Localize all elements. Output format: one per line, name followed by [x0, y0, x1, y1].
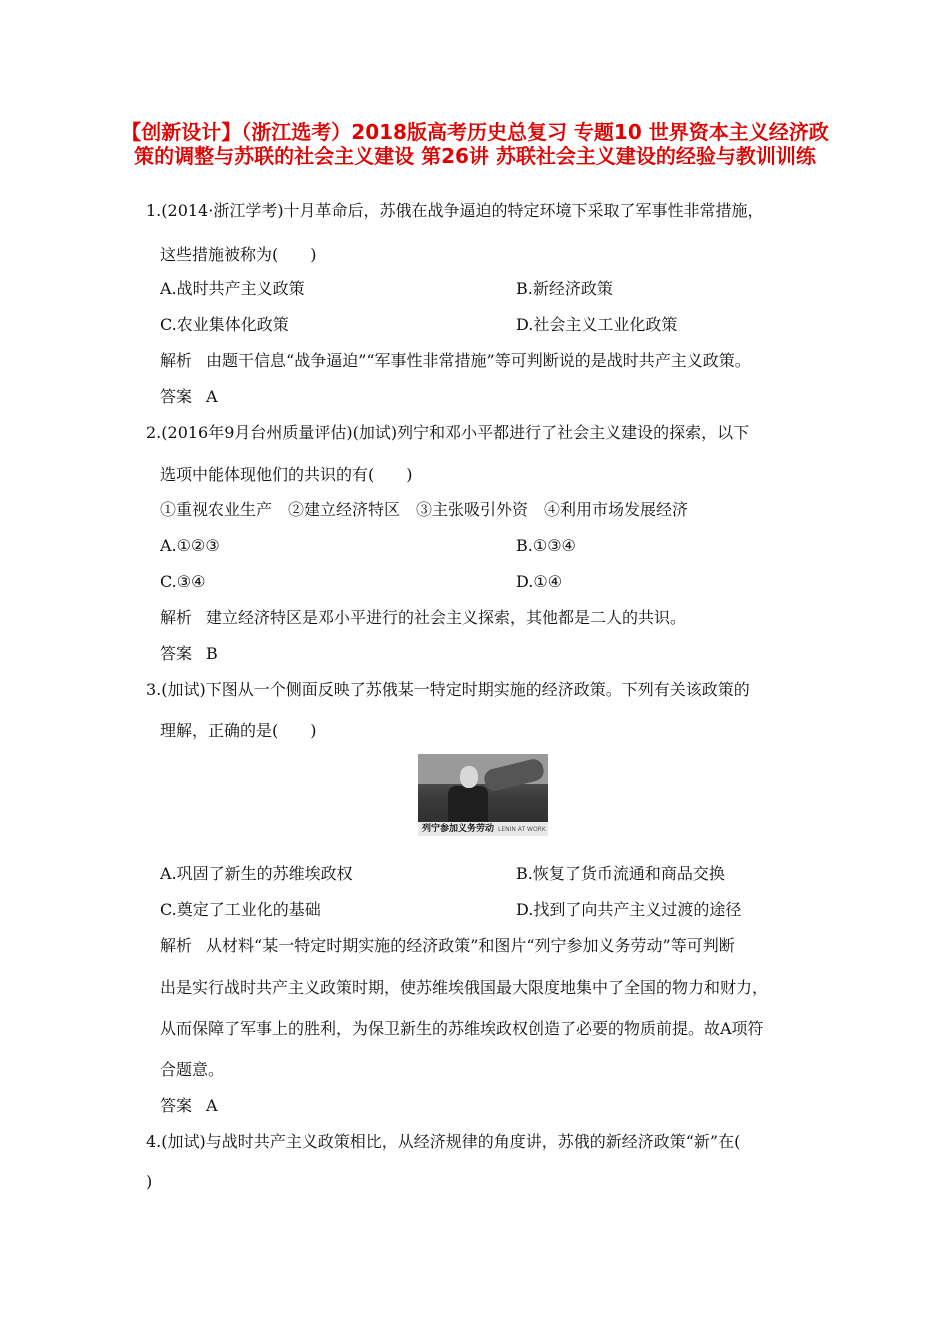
question-2-answer: [160, 643, 218, 665]
question-3-answer: [160, 1095, 218, 1117]
question-2-analysis: [160, 607, 686, 629]
analysis-text: 从材料“某一特定时期实施的经济政策”和图片“列宁参加义务劳动”等可判断: [206, 936, 735, 955]
question-3-option-d: D.找到了向共产主义过渡的途径: [516, 900, 742, 919]
question-1-stem: 1.(2014·浙江学考)十月革命后，苏俄在战争逼迫的特定环境下采取了军事性非常措施，: [146, 201, 764, 220]
question-3-stem-cont: 理解，正确的是( ): [160, 721, 317, 740]
question-4-stem-cont: ): [146, 1172, 153, 1191]
question-3-option-b: B.恢复了货币流通和商品交换: [516, 864, 725, 883]
photo-figure-head: [460, 766, 478, 788]
question-4-stem: 4.(加试)与战时共产主义政策相比，从经济规律的角度讲，苏俄的新经济政策“新”在(: [146, 1132, 741, 1151]
question-1-option-a: A.战时共产主义政策: [160, 279, 305, 298]
photo-caption: [418, 822, 548, 836]
photo-caption-small: LENIN AT WORK: [498, 826, 546, 833]
question-2-option-b: B.①③④: [516, 536, 576, 555]
photo-caption-text: 列宁参加义务劳动: [422, 824, 495, 834]
question-1-option-b: B.新经济政策: [516, 279, 613, 298]
question-1-analysis: [160, 350, 751, 372]
question-1-option-d: D.社会主义工业化政策: [516, 315, 678, 334]
analysis-text: 由题干信息“战争逼迫”“军事性非常措施”等可判断说的是战时共产主义政策。: [206, 351, 751, 370]
question-1-stem-cont: 这些措施被称为( ): [160, 245, 317, 264]
question-2-option-c: C.③④: [160, 572, 206, 591]
analysis-text: 建立经济特区是邓小平进行的社会主义探索，其他都是二人的共识。: [206, 608, 687, 627]
answer-label: 答案: [160, 644, 193, 663]
question-1-option-c: C.农业集体化政策: [160, 315, 289, 334]
lenin-labor-photo: [418, 754, 548, 836]
question-3-option-c: C.奠定了工业化的基础: [160, 900, 321, 919]
answer-value: A: [206, 1096, 218, 1115]
question-3-analysis-line-4: 合题意。: [160, 1060, 225, 1079]
question-1-answer: [160, 386, 218, 408]
question-3-option-a: A.巩固了新生的苏维埃政权: [160, 864, 353, 883]
document-title: 【创新设计】（浙江选考）2018版高考历史总复习 专题10 世界资本主义经济政策的调整与苏联的社会主义建设 第26讲 苏联社会主义建设的经验与教训训练: [121, 120, 829, 168]
analysis-label: 解析: [160, 936, 193, 955]
question-3-stem: 3.(加试)下图从一个侧面反映了苏俄某一特定时期实施的经济政策。下列有关该政策的: [146, 680, 750, 699]
question-3-analysis-line-3: 从而保障了军事上的胜利，为保卫新生的苏维埃政权创造了必要的物质前提。故A项符: [160, 1019, 764, 1038]
answer-value: B: [206, 644, 218, 663]
photo-figure-body: [448, 786, 488, 822]
answer-value: A: [206, 387, 218, 406]
analysis-label: 解析: [160, 608, 193, 627]
answer-label: 答案: [160, 387, 193, 406]
question-2-option-a: A.①②③: [160, 536, 220, 555]
answer-label: 答案: [160, 1096, 193, 1115]
question-2-option-d: D.①④: [516, 572, 563, 591]
question-3-analysis: [160, 935, 735, 957]
question-2-statements: ①重视农业生产 ②建立经济特区 ③主张吸引外资 ④利用市场发展经济: [160, 500, 689, 519]
question-3-analysis-line-2: 出是实行战时共产主义政策时期，使苏维埃俄国最大限度地集中了全国的物力和财力，: [160, 978, 769, 997]
analysis-label: 解析: [160, 351, 193, 370]
question-2-stem-cont: 选项中能体现他们的共识的有( ): [160, 465, 413, 484]
question-2-stem: 2.(2016年9月台州质量评估)(加试)列宁和邓小平都进行了社会主义建设的探索，以下: [146, 423, 750, 442]
